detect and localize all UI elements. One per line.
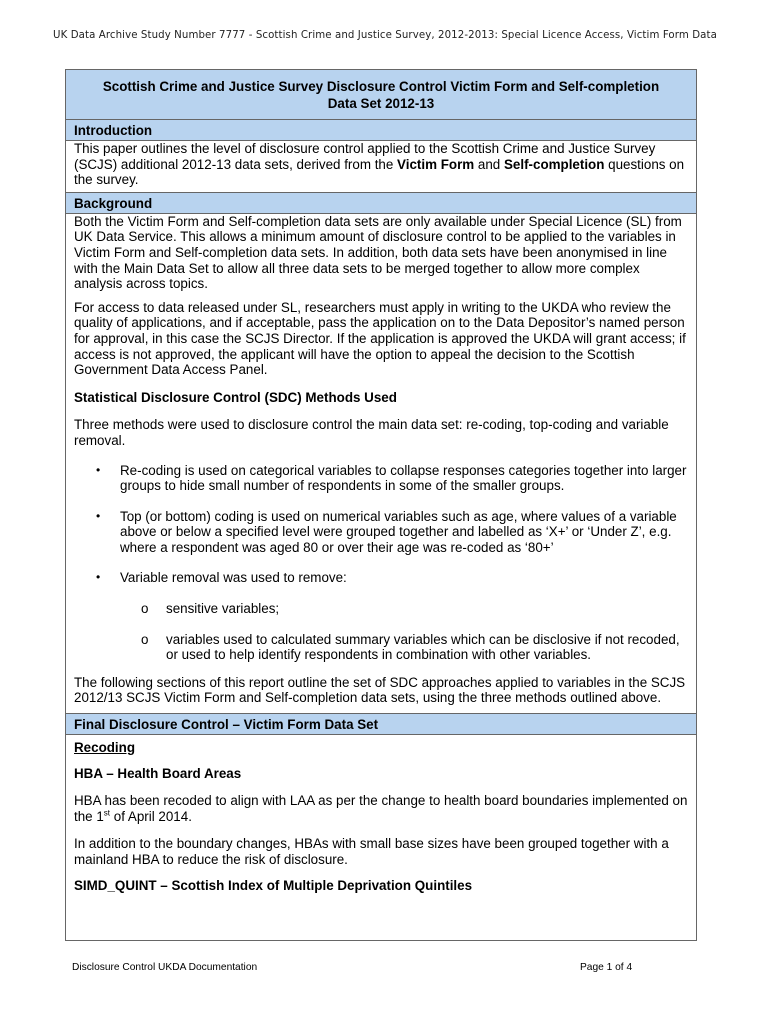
hba-superscript: st (103, 808, 111, 818)
hba-text-1: HBA has been recoded to align with LAA as per the change to health board boundaries implemented on the 1 (74, 793, 688, 824)
bullet-icon: • (96, 462, 101, 477)
list-item-text: Variable removal was used to remove: (120, 570, 347, 586)
sdc-intro-paragraph: Three methods were used to disclosure control the main data set: re-coding, top-coding and variable removal. (74, 417, 669, 448)
background-body (66, 214, 696, 713)
hba-heading: HBA – Health Board Areas (74, 765, 242, 781)
introduction-body (66, 141, 696, 192)
sub-list-item (74, 632, 688, 663)
sub-list-item-text: variables used to calculated summary variables which can be disclosive if not recoded, or used to help identify respondents in combination with other variables. (166, 631, 680, 663)
list-item-text: Re-coding is used on categorical variables to collapse responses categories together into larger groups to hide small number of respondents in some of the smaller groups. (120, 462, 687, 494)
document-frame (65, 69, 697, 941)
sub-bullet-icon: o (141, 631, 149, 647)
intro-bold-self-completion: Self-completion (503, 156, 605, 172)
introduction-heading: Introduction (66, 120, 696, 141)
recoding-label: Recoding (74, 740, 136, 756)
sub-bullet-icon: o (141, 601, 149, 617)
document-title (66, 70, 696, 120)
intro-text-2: and (474, 156, 504, 172)
sdc-methods-heading: Statistical Disclosure Control (SDC) Methods Used (74, 389, 397, 405)
intro-text-3: questions on the survey. (74, 156, 685, 188)
list-item-text: Top (or bottom) coding is used on numerical variables such as age, where values of a variable above or below a specified level were grouped together and labelled as ‘X+’ or ‘Under Z’, e.g. where a respondent was aged 80 or over their age was re-coded as ‘80+’ (120, 508, 677, 555)
intro-bold-victim-form: Victim Form (397, 156, 475, 172)
hba-paragraph-2: In addition to the boundary changes, HBAs with small base sizes have been grouped together with a mainland HBA to reduce the risk of disclosure. (74, 836, 669, 867)
sub-list-item-text: sensitive variables; (166, 601, 280, 617)
background-closing-paragraph: The following sections of this report outline the set of SDC approaches applied to variables in the SCJS 2012/13 SCJS Victim Form and Self-completion data sets, using the three methods outlined above. (74, 674, 686, 706)
background-paragraph-1: Both the Victim Form and Self-completion data sets are only available under Special Licence (SL) from UK Data Service. This allows a minimum amount of disclosure control to be applied to the variables in Victim Form and Self-completion data sets. In addition, both data sets have been anonymised in line with the Main Data Set to allow all three data sets to be merged together to allow more complex analysis across topics. (74, 213, 682, 292)
bullet-icon: • (96, 570, 101, 585)
background-paragraph-2: For access to data released under SL, researchers must apply in writing to the UKDA who review the quality of applications, and if acceptable, pass the application on to the Data Depositor’s named person for approval, in this case the SCJS Director. If the application is approved the UKDA will grant access; if access is not approved, the applicant will have the option to appeal the decision to the Scottish Government Data Access Panel. (74, 299, 686, 378)
sdc-methods-list (74, 463, 688, 587)
introduction-paragraph (74, 141, 688, 188)
simd-heading: SIMD_QUINT – Scottish Index of Multiple Deprivation Quintiles (74, 877, 473, 893)
variable-removal-sublist (74, 601, 688, 663)
list-item (74, 570, 688, 586)
sub-list-item (74, 601, 688, 617)
intro-text-1: This paper outlines the level of disclosure control applied to the Scottish Crime and Justice Survey (SCJS) additional 2012-13 data sets, derived from the (74, 141, 656, 172)
final-control-heading: Final Disclosure Control – Victim Form Data Set (66, 713, 696, 735)
background-heading: Background (66, 192, 696, 214)
footer-page-number: Page 1 of 4 (580, 962, 633, 973)
page-running-header: UK Data Archive Study Number 7777 - Scottish Crime and Justice Survey, 2012-2013: Special Licence Access, Victim Form Data (53, 30, 717, 41)
list-item (74, 463, 688, 494)
hba-paragraph-1 (74, 793, 688, 824)
footer-doc-title: Disclosure Control UKDA Documentation (72, 962, 258, 973)
title-line-2: Data Set 2012-13 (327, 96, 435, 111)
bullet-icon: • (96, 508, 101, 523)
list-item (74, 509, 688, 556)
final-control-body (66, 735, 696, 893)
hba-text-2: of April 2014. (110, 808, 192, 824)
title-line-1: Scottish Crime and Justice Survey Disclosure Control Victim Form and Self-completion (102, 79, 660, 94)
